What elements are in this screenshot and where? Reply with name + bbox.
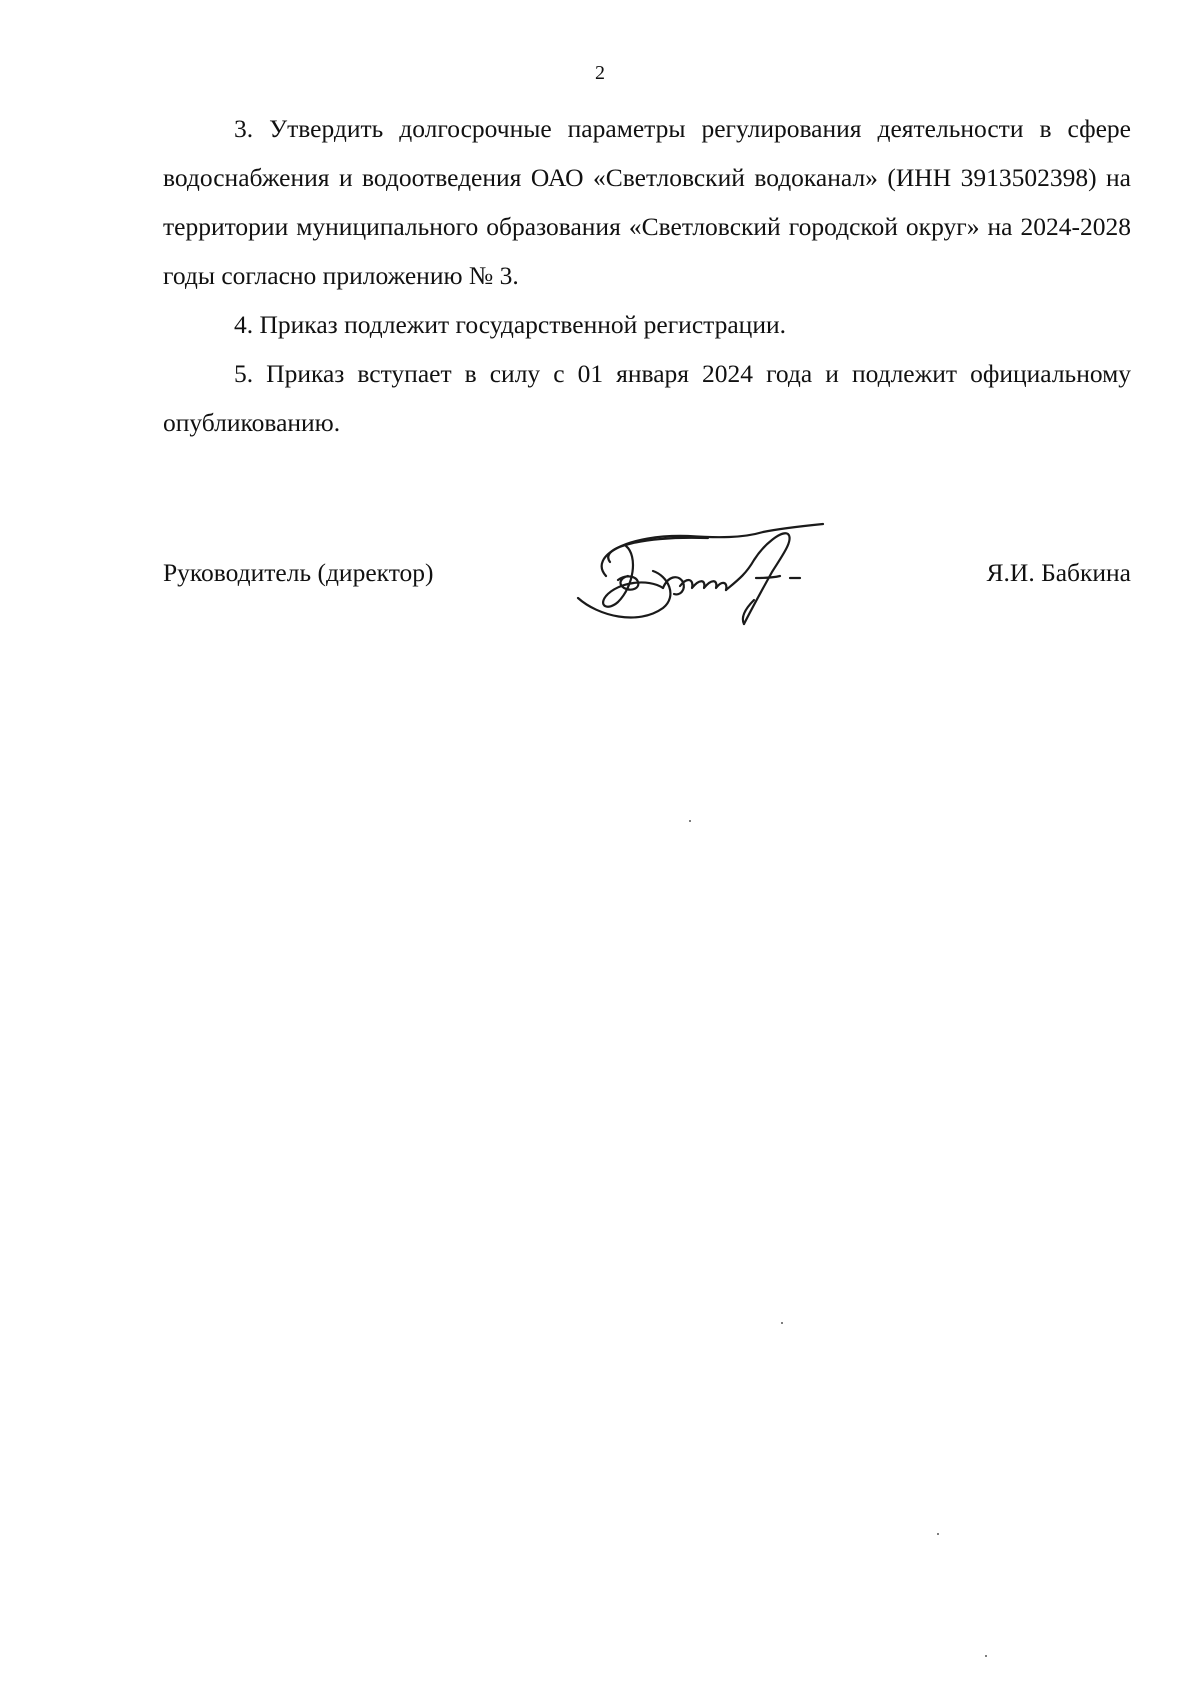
handwritten-signature bbox=[568, 516, 838, 632]
paragraph-4: 4. Приказ подлежит государственной регистрации. bbox=[234, 310, 786, 339]
page-number: 2 bbox=[595, 62, 605, 84]
scan-speck bbox=[937, 1533, 939, 1535]
signatory-title: Руководитель (директор) bbox=[163, 558, 434, 587]
paragraph-5: 5. Приказ вступает в силу с 01 января 2024 года и подлежит официальному опубликованию. bbox=[163, 359, 1131, 437]
document-body bbox=[163, 104, 1131, 447]
paragraph-3: 3. Утвердить долгосрочные параметры регулирования деятельности в сфере водоснабжения и водоотведения ОАО «Светловский водоканал» (ИНН 3913502398) на территории муниципального образования «Светловский городской округ» на 2024-2028 годы согласно приложению № 3. bbox=[163, 114, 1131, 290]
scan-speck bbox=[781, 1322, 783, 1324]
scan-speck bbox=[985, 1655, 987, 1657]
scan-speck bbox=[689, 820, 691, 822]
signatory-name: Я.И. Бабкина bbox=[986, 558, 1131, 587]
